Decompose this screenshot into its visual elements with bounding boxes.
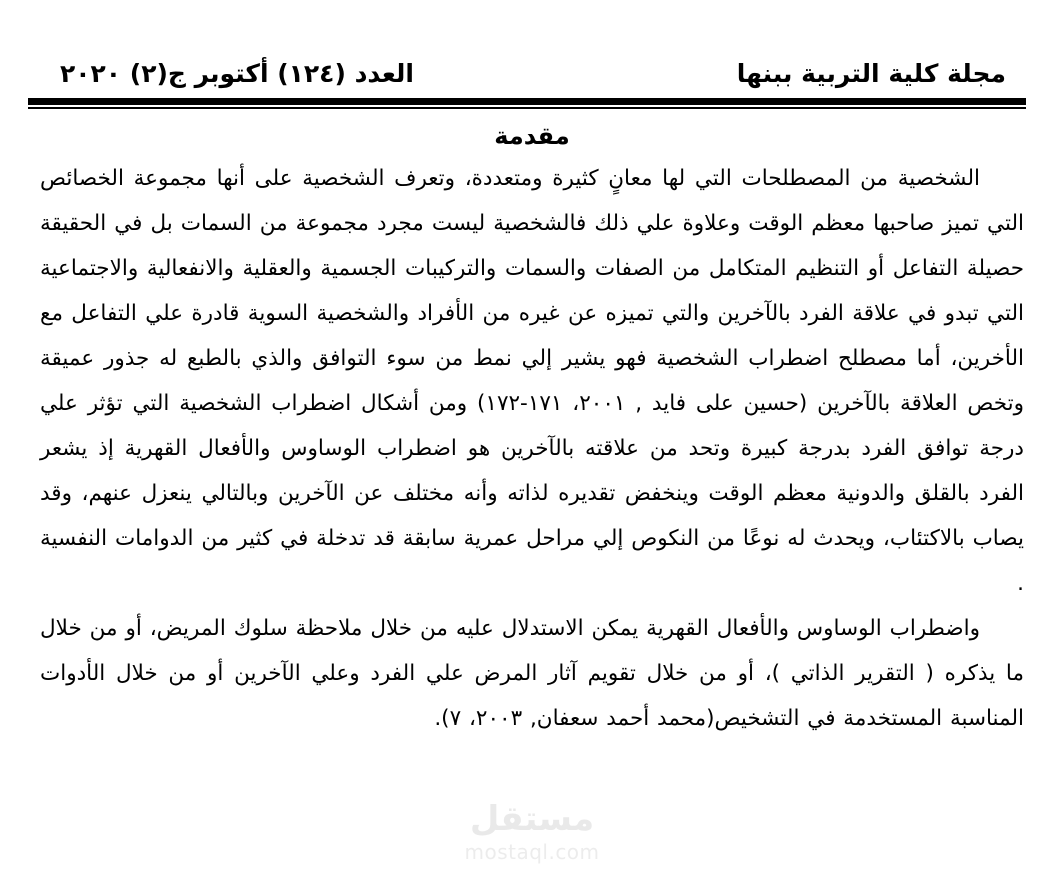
watermark-url-text: mostaql.com (464, 840, 600, 864)
watermark-brand-text: مستقل (469, 799, 595, 840)
section-heading-introduction: مقدمة (494, 122, 570, 150)
body-paragraph: الشخصية من المصطلحات التي لها معانٍ كثيرة ومتعددة، وتعرف الشخصية على أنها مجموعة الخصائص التي تميز صاحبها معظم الوقت وعلاوة علي ذلك فالشخصية ليست مجرد مجموعة من السمات بل في الحقيقة حصيلة التفاعل أو التنظيم المتكامل من الصفات والسمات والتركيبات الجسمية والعقلية والانفعالية والاجتماعية التي تبدو في علاقة الفرد بالآخرين والتي تميزه عن غيره من الأفراد والشخصية السوية قادرة علي التفاعل مع الأخرين، أما مصطلح اضطراب الشخصية فهو يشير إلي نمط من سوء التوافق والذي بالطبع له جذور عميقة وتخص العلاقة بالآخرين (حسين على فايد , ٢٠٠١، ١٧١-١٧٢) ومن أشكال اضطراب الشخصية التي تؤثر علي درجة توافق الفرد بدرجة كبيرة وتحد من علاقته بالآخرين هو اضطراب الوساوس والأفعال القهرية إذ يشعر الفرد بالقلق والدونية معظم الوقت وينخفض تقديره لذاته وأنه مختلف عن الآخرين وبالتالي ينعزل عنهم، وقد يصاب بالاكتئاب، ويحدث له نوعًا من النكوص إلي مراحل عمرية سابقة قد تدخلة في كثير من الدوامات النفسية . (40, 166, 1024, 596)
divider-thin-line (28, 107, 1026, 109)
header-divider (28, 98, 1026, 109)
watermark (0, 799, 1064, 864)
body-paragraph: واضطراب الوساوس والأفعال القهرية يمكن الاستدلال عليه من خلال ملاحظة سلوك المريض، أو من خلال ما يذكره ( التقرير الذاتي )، أو من خلال تقويم آثار المرض علي الفرد وعلي الآخرين أو من خلال الأدوات المناسبة المستخدمة في التشخيص(محمد أحمد سعفان, ٢٠٠٣، ٧). (40, 616, 1024, 731)
issue-info: العدد (١٢٤) أكتوبر ج(٢) ٢٠٢٠ (60, 59, 414, 89)
running-head (38, 52, 1026, 96)
divider-thick-line (28, 98, 1026, 105)
journal-title: مجلة كلية التربية ببنها (736, 59, 1006, 89)
document-body (40, 122, 1024, 741)
